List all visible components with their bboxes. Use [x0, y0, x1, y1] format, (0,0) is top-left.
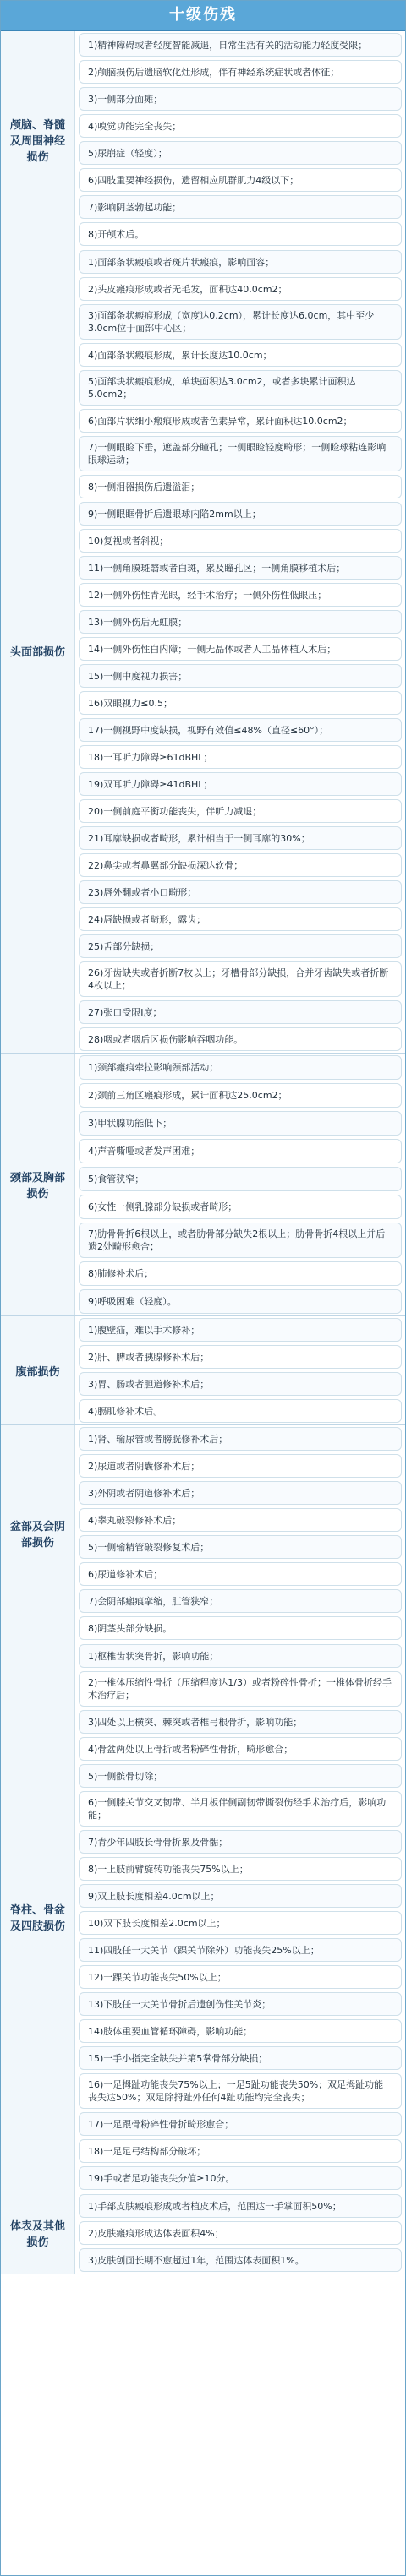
list-item-text: 23)唇外翻或者小口畸形； [88, 886, 197, 898]
list-item-text: 21)耳廓缺损或者畸形，累计相当于一侧耳廓的30%； [88, 832, 310, 844]
section-items [75, 2192, 405, 2274]
list-item-text: 11)四肢任一大关节（踝关节除外）功能丧失25%以上； [88, 1944, 320, 1956]
list-item [79, 907, 402, 931]
list-item [79, 1562, 402, 1586]
section-1 [1, 31, 405, 248]
list-item [79, 1965, 402, 1989]
list-item-text: 18)一足足弓结构部分破坏； [88, 2145, 206, 2157]
list-item-text: 7)一侧眼睑下垂，遮盖部分瞳孔；一侧眼睑轻度畸形；一侧睑球粘连影响眼球运动； [88, 442, 387, 466]
list-item-text: 3)面部条状瘢痕形成（宽度达0.2cm），累计长度达6.0cm，其中至少3.0cm位于面部中心区； [88, 310, 375, 334]
list-item [79, 1737, 402, 1761]
list-item-text: 10)复视或者斜视； [88, 535, 169, 547]
list-item [79, 1055, 402, 1080]
list-item [79, 1289, 402, 1314]
list-item [79, 114, 402, 138]
section-5 [1, 1424, 405, 1642]
list-item [79, 60, 402, 84]
list-item-text: 12)一侧外伤性青光眼，经手术治疗；一侧外伤性低眼压； [88, 589, 327, 601]
list-item [79, 436, 402, 471]
list-item-text: 9)双上肢长度相差4.0cm以上； [88, 1890, 220, 1902]
list-item-text: 8)肺修补术后； [88, 1268, 154, 1279]
list-item [79, 2046, 402, 2070]
list-item-text: 19)双耳听力障碍≥41dBHL； [88, 778, 213, 790]
section-label: 脊柱、骨盆及四肢损伤 [1, 1642, 75, 2192]
list-item [79, 2194, 402, 2218]
list-item [79, 1345, 402, 1369]
list-item-text: 28)咽或者咽后区损伤影响吞咽功能。 [88, 1033, 244, 1045]
list-item [79, 1111, 402, 1136]
section-label: 盆部及会阴部损伤 [1, 1425, 75, 1642]
list-item-text: 15)一手小指完全缺失并第5掌骨部分缺损； [88, 2052, 268, 2064]
list-item [79, 1454, 402, 1478]
list-item [79, 195, 402, 219]
page-title: 十级伤残 [1, 1, 405, 31]
list-item-text: 6)面部片状细小瘢痕形成或者色素异常，累计面积达10.0cm2； [88, 415, 353, 427]
list-item [79, 1223, 402, 1258]
list-item [79, 1372, 402, 1396]
list-item [79, 1027, 402, 1051]
list-item-text: 20)一侧前庭平衡功能丧失，伴听力减退； [88, 805, 262, 817]
list-item-text: 4)声音嘶哑或者发声困难； [88, 1146, 200, 1157]
list-item-text: 7)会阴部瘢痕挛缩，肛管狭窄； [88, 1595, 219, 1607]
list-item [79, 1427, 402, 1451]
list-item-text: 1)精神障碍或者轻度智能减退，日常生活有关的活动能力轻度受限； [88, 39, 368, 51]
list-item [79, 1535, 402, 1559]
section-items [75, 1425, 405, 1642]
list-item [79, 343, 402, 367]
list-item-text: 17)一侧视野中度缺损，视野有效值≤48%（直径≤60°）； [88, 724, 329, 736]
list-item-text: 1)枢椎齿状突骨折，影响功能； [88, 1650, 219, 1662]
list-item-text: 8)一侧泪器损伤后遗溢泪； [88, 481, 200, 493]
list-item [79, 1508, 402, 1532]
list-item [79, 880, 402, 904]
list-item-text: 2)尿道或者阴囊修补术后； [88, 1460, 200, 1472]
list-item-text: 1)颈部瘢痕牵拉影响颈部活动； [88, 1062, 219, 1073]
section-7 [1, 2192, 405, 2274]
list-item [79, 1938, 402, 1962]
list-item [79, 502, 402, 526]
section-items [75, 1054, 405, 1315]
list-item-text: 9)呼吸困难（轻度）。 [88, 1296, 177, 1307]
list-item-text: 3)甲状腺功能低下； [88, 1118, 173, 1129]
list-item-text: 5)一侧输精管破裂修复术后； [88, 1541, 210, 1553]
list-item-text: 2)皮肤瘢痕形成达体表面积4%； [88, 2227, 224, 2239]
list-item [79, 1589, 402, 1613]
section-items [75, 1316, 405, 1424]
list-item [79, 1830, 402, 1854]
list-item-text: 24)唇缺损或者畸形，露齿； [88, 913, 206, 925]
list-item-text: 10)双下肢长度相差2.0cm以上； [88, 1917, 226, 1929]
section-3 [1, 1053, 405, 1315]
list-item [79, 1644, 402, 1668]
list-item [79, 1261, 402, 1286]
list-item-text: 5)一侧髌骨切除； [88, 1770, 163, 1782]
list-item [79, 2019, 402, 2043]
list-item [79, 1764, 402, 1788]
section-2 [1, 248, 405, 1053]
list-item-text: 4)睾丸破裂修补术后； [88, 1514, 182, 1526]
list-item-text: 9)一侧眼眶骨折后遗眼球内陷2mm以上； [88, 508, 261, 520]
list-item-text: 17)一足跟骨粉碎性骨折畸形愈合； [88, 2118, 234, 2130]
list-item-text: 4)膈肌修补术后。 [88, 1405, 163, 1417]
section-4 [1, 1315, 405, 1424]
list-item-text: 1)面部条状瘢痕或者斑片状瘢痕，影响面容； [88, 256, 275, 268]
list-item-text: 19)手或者足功能丧失分值≥10分。 [88, 2172, 235, 2184]
list-item [79, 1911, 402, 1935]
list-item-text: 3)四处以上横突、棘突或者椎弓根骨折，影响功能； [88, 1716, 303, 1728]
list-item [79, 583, 402, 607]
list-item [79, 1481, 402, 1505]
list-item-text: 3)皮肤创面长期不愈超过1年，范围达体表面积1%。 [88, 2254, 304, 2266]
list-item [79, 610, 402, 634]
list-item [79, 33, 402, 57]
list-item [79, 664, 402, 688]
list-item [79, 168, 402, 192]
list-item [79, 1791, 402, 1827]
list-item-text: 6)一侧膝关节交叉韧带、半月板伴侧副韧带撕裂伤经手术治疗后，影响功能； [88, 1797, 387, 1821]
list-item [79, 277, 402, 301]
list-item-text: 12)一踝关节功能丧失50%以上； [88, 1971, 227, 1983]
section-items [75, 31, 405, 248]
list-item [79, 1710, 402, 1734]
list-item-text: 8)一上肢前臂旋转功能丧失75%以上； [88, 1863, 249, 1875]
list-item-text: 6)女性一侧乳腺部分缺损或者畸形； [88, 1201, 238, 1212]
list-item-text: 26)牙齿缺失或者折断7枚以上；牙槽骨部分缺损，合并牙齿缺失或者折断4枚以上； [88, 967, 389, 991]
list-item-text: 6)尿道修补术后； [88, 1568, 163, 1580]
list-item-text: 16)双眼视力≤0.5； [88, 697, 173, 709]
list-item [79, 409, 402, 433]
list-item-text: 2)颅脑损伤后遗脑软化灶形成，伴有神经系统症状或者体征； [88, 66, 340, 78]
list-item-text: 3)胃、肠或者胆道修补术后； [88, 1378, 210, 1390]
list-item-text: 25)舌部分缺损； [88, 940, 160, 952]
list-item [79, 2166, 402, 2190]
list-item [79, 2112, 402, 2136]
list-item-text: 2)头皮瘢痕形成或者无毛发，面积达40.0cm2； [88, 283, 288, 295]
list-item-text: 11)一侧角膜斑翳或者白斑，累及瞳孔区；一侧角膜移植术后； [88, 562, 346, 574]
list-item [79, 1139, 402, 1163]
list-item-text: 14)一侧外伤性白内障；一侧无晶体或者人工晶体植入术后； [88, 643, 337, 655]
list-item-text: 2)一椎体压缩性骨折（压缩程度达1/3）或者粉碎性骨折；一椎体骨折经手术治疗后； [88, 1677, 392, 1701]
list-item [79, 141, 402, 165]
list-item [79, 799, 402, 823]
list-item [79, 1992, 402, 2016]
list-item-text: 2)颈前三角区瘢痕形成，累计面积达25.0cm2； [88, 1090, 288, 1101]
list-item [79, 1195, 402, 1219]
list-item [79, 304, 402, 340]
list-item [79, 556, 402, 580]
section-label: 体表及其他损伤 [1, 2192, 75, 2274]
list-item-text: 27)张口受限Ⅰ度； [88, 1006, 162, 1018]
section-items [75, 1642, 405, 2192]
list-item-text: 22)鼻尖或者鼻翼部分缺损深达软骨； [88, 859, 244, 871]
list-item [79, 934, 402, 958]
list-item [79, 1884, 402, 1908]
list-item-text: 13)一侧外伤后无虹膜； [88, 616, 188, 628]
list-item-text: 7)肋骨骨折6根以上，或者肋骨部分缺失2根以上；肋骨骨折4根以上并后遗2处畸形愈合； [88, 1228, 386, 1252]
list-item [79, 1083, 402, 1108]
section-label: 头面部损伤 [1, 248, 75, 1053]
list-item-text: 5)食管狭窄； [88, 1174, 145, 1185]
list-item-text: 6)四肢重要神经损伤，遗留相应肌群肌力4级以下； [88, 174, 299, 186]
section-label: 颅脑、脊髓及周围神经损伤 [1, 31, 75, 248]
list-item-text: 5)尿崩症（轻度）； [88, 147, 167, 159]
list-item [79, 2139, 402, 2163]
section-label: 腹部损伤 [1, 1316, 75, 1424]
list-item [79, 772, 402, 796]
list-item [79, 745, 402, 769]
list-item [79, 1000, 402, 1024]
list-item-text: 3)一侧部分面瘫； [88, 93, 163, 105]
section-6 [1, 1642, 405, 2192]
section-label: 颈部及胸部损伤 [1, 1054, 75, 1315]
list-item [79, 2221, 402, 2245]
list-item [79, 2248, 402, 2272]
list-item [79, 1167, 402, 1191]
list-item-text: 4)嗅觉功能完全丧失； [88, 120, 182, 132]
list-item [79, 250, 402, 274]
list-item [79, 1318, 402, 1342]
list-item-text: 8)阴茎头部分缺损。 [88, 1622, 173, 1634]
list-item [79, 826, 402, 850]
list-item [79, 370, 402, 406]
list-item-text: 14)肢体重要血管循环障碍，影响功能； [88, 2025, 253, 2037]
list-item-text: 1)腹壁疝，难以手术修补； [88, 1324, 200, 1336]
list-item-text: 1)肾、输尿管或者膀胱修补术后； [88, 1433, 228, 1445]
list-item-text: 3)外阴或者阴道修补术后； [88, 1487, 200, 1499]
list-item [79, 961, 402, 997]
list-item-text: 2)肝、脾或者胰腺修补术后； [88, 1351, 210, 1363]
list-item-text: 13)下肢任一大关节骨折后遗创伤性关节炎； [88, 1998, 272, 2010]
list-item [79, 1671, 402, 1707]
list-item [79, 637, 402, 661]
list-item [79, 2073, 402, 2109]
list-item [79, 1399, 402, 1423]
list-item [79, 1616, 402, 1640]
list-item [79, 718, 402, 742]
list-item-text: 8)开颅术后。 [88, 228, 145, 240]
list-item-text: 15)一侧中度视力损害； [88, 670, 188, 682]
list-item [79, 853, 402, 877]
list-item [79, 529, 402, 553]
list-item-text: 4)骨盆两处以上骨折或者粉碎性骨折，畸形愈合； [88, 1743, 294, 1755]
list-item [79, 87, 402, 111]
list-item-text: 4)面部条状瘢痕形成，累计长度达10.0cm； [88, 349, 272, 361]
injury-table [1, 31, 405, 2274]
list-item-text: 7)青少年四肢长骨骨折累及骨骺； [88, 1836, 228, 1848]
list-item-text: 1)手部皮肤瘢痕形成或者植皮术后，范围达一手掌面积50%； [88, 2200, 342, 2212]
list-item [79, 1857, 402, 1881]
list-item [79, 475, 402, 498]
list-item-text: 7)影响阴茎勃起功能； [88, 201, 182, 213]
list-item-text: 18)一耳听力障碍≥61dBHL； [88, 751, 213, 763]
list-item-text: 16)一足拇趾功能丧失75%以上；一足5趾功能丧失50%；双足拇趾功能丧失达50%；双足除拇趾外任何4趾功能均完全丧失； [88, 2079, 384, 2103]
section-items [75, 248, 405, 1053]
list-item-text: 5)面部块状瘢痕形成，单块面积达3.0cm2，或者多块累计面积达5.0cm2； [88, 376, 356, 400]
list-item [79, 222, 402, 246]
list-item [79, 691, 402, 715]
